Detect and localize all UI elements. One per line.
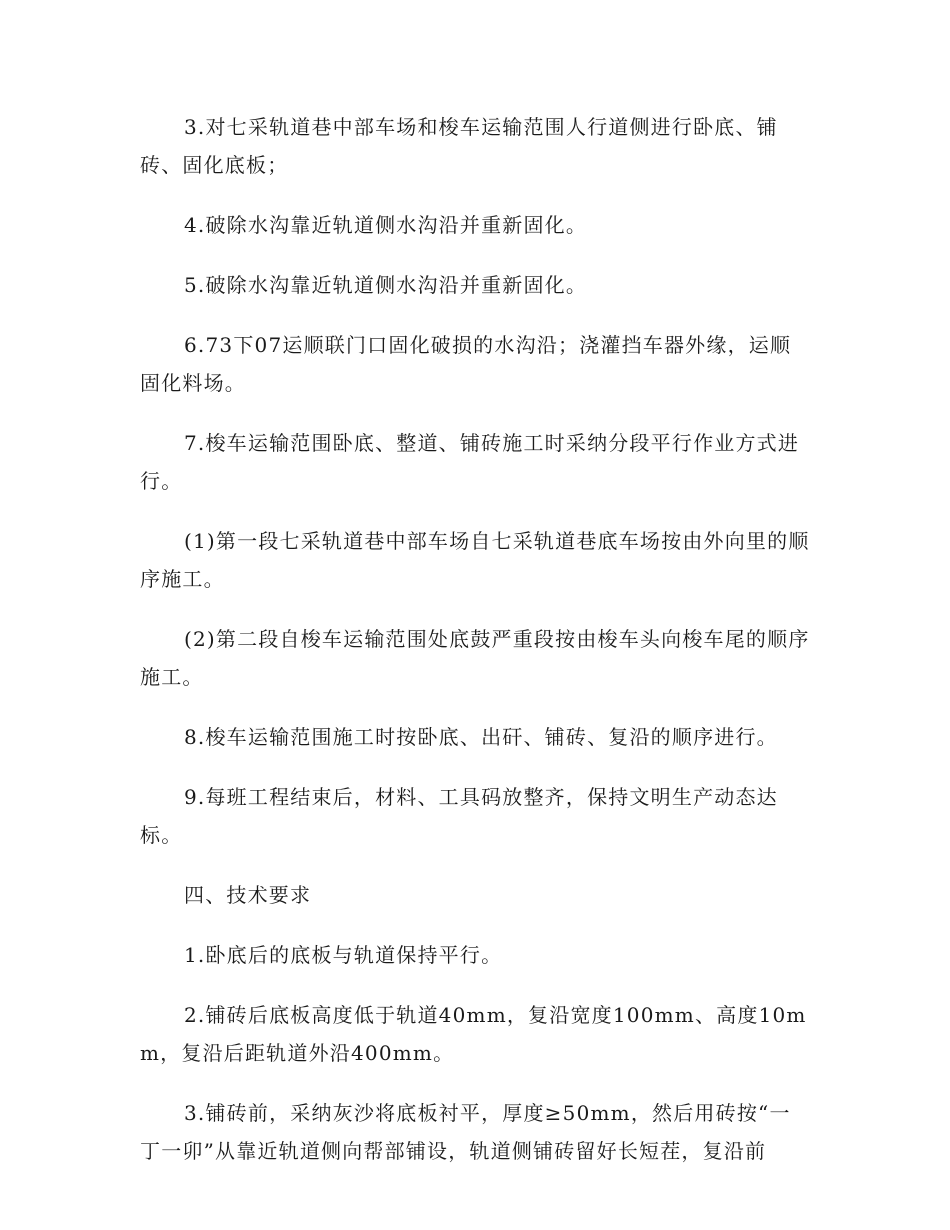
paragraph-item-5: 5.破除水沟靠近轨道侧水沟沿并重新固化。: [184, 273, 588, 297]
paragraph-item-9: 9.每班工程结束后，材料、工具码放整齐，保持文明生产动态达标。: [140, 785, 778, 847]
paragraph-tech-2: 2.铺砖后底板高度低于轨道40mm，复沿宽度100mm、高度10mm，复沿后距轨道外沿400mm。: [140, 1003, 807, 1065]
paragraph-tech-1: 1.卧底后的底板与轨道保持平行。: [184, 943, 503, 967]
paragraph-item-7: 7.梭车运输范围卧底、整道、铺砖施工时采纳分段平行作业方式进行。: [140, 431, 800, 493]
section-heading: 四、技术要求: [184, 883, 312, 907]
paragraph-item-4: 4.破除水沟靠近轨道侧水沟沿并重新固化。: [184, 213, 588, 237]
document-body: [140, 108, 810, 1192]
paragraph-tech-3: 3.铺砖前，采纳灰沙将底板衬平，厚度≥50mm，然后用砖按“一丁一卯”从靠近轨道侧向帮部铺设，轨道侧铺砖留好长短茬，复沿前: [140, 1101, 791, 1163]
paragraph-subitem-1: (1)第一段七采轨道巷中部车场自七采轨道巷底车场按由外向里的顺序施工。: [140, 529, 810, 591]
paragraph-item-6: 6.73下07运顺联门口固化破损的水沟沿；浇灌挡车器外缘，运顺固化料场。: [140, 333, 792, 395]
paragraph-item-8: 8.梭车运输范围施工时按卧底、出矸、铺砖、复沿的顺序进行。: [184, 725, 778, 749]
paragraph-subitem-2: (2)第二段自梭车运输范围处底鼓严重段按由梭车头向梭车尾的顺序施工。: [140, 627, 810, 689]
paragraph-item-3: 3.对七采轨道巷中部车场和梭车运输范围人行道侧进行卧底、铺砖、固化底板；: [140, 115, 778, 177]
